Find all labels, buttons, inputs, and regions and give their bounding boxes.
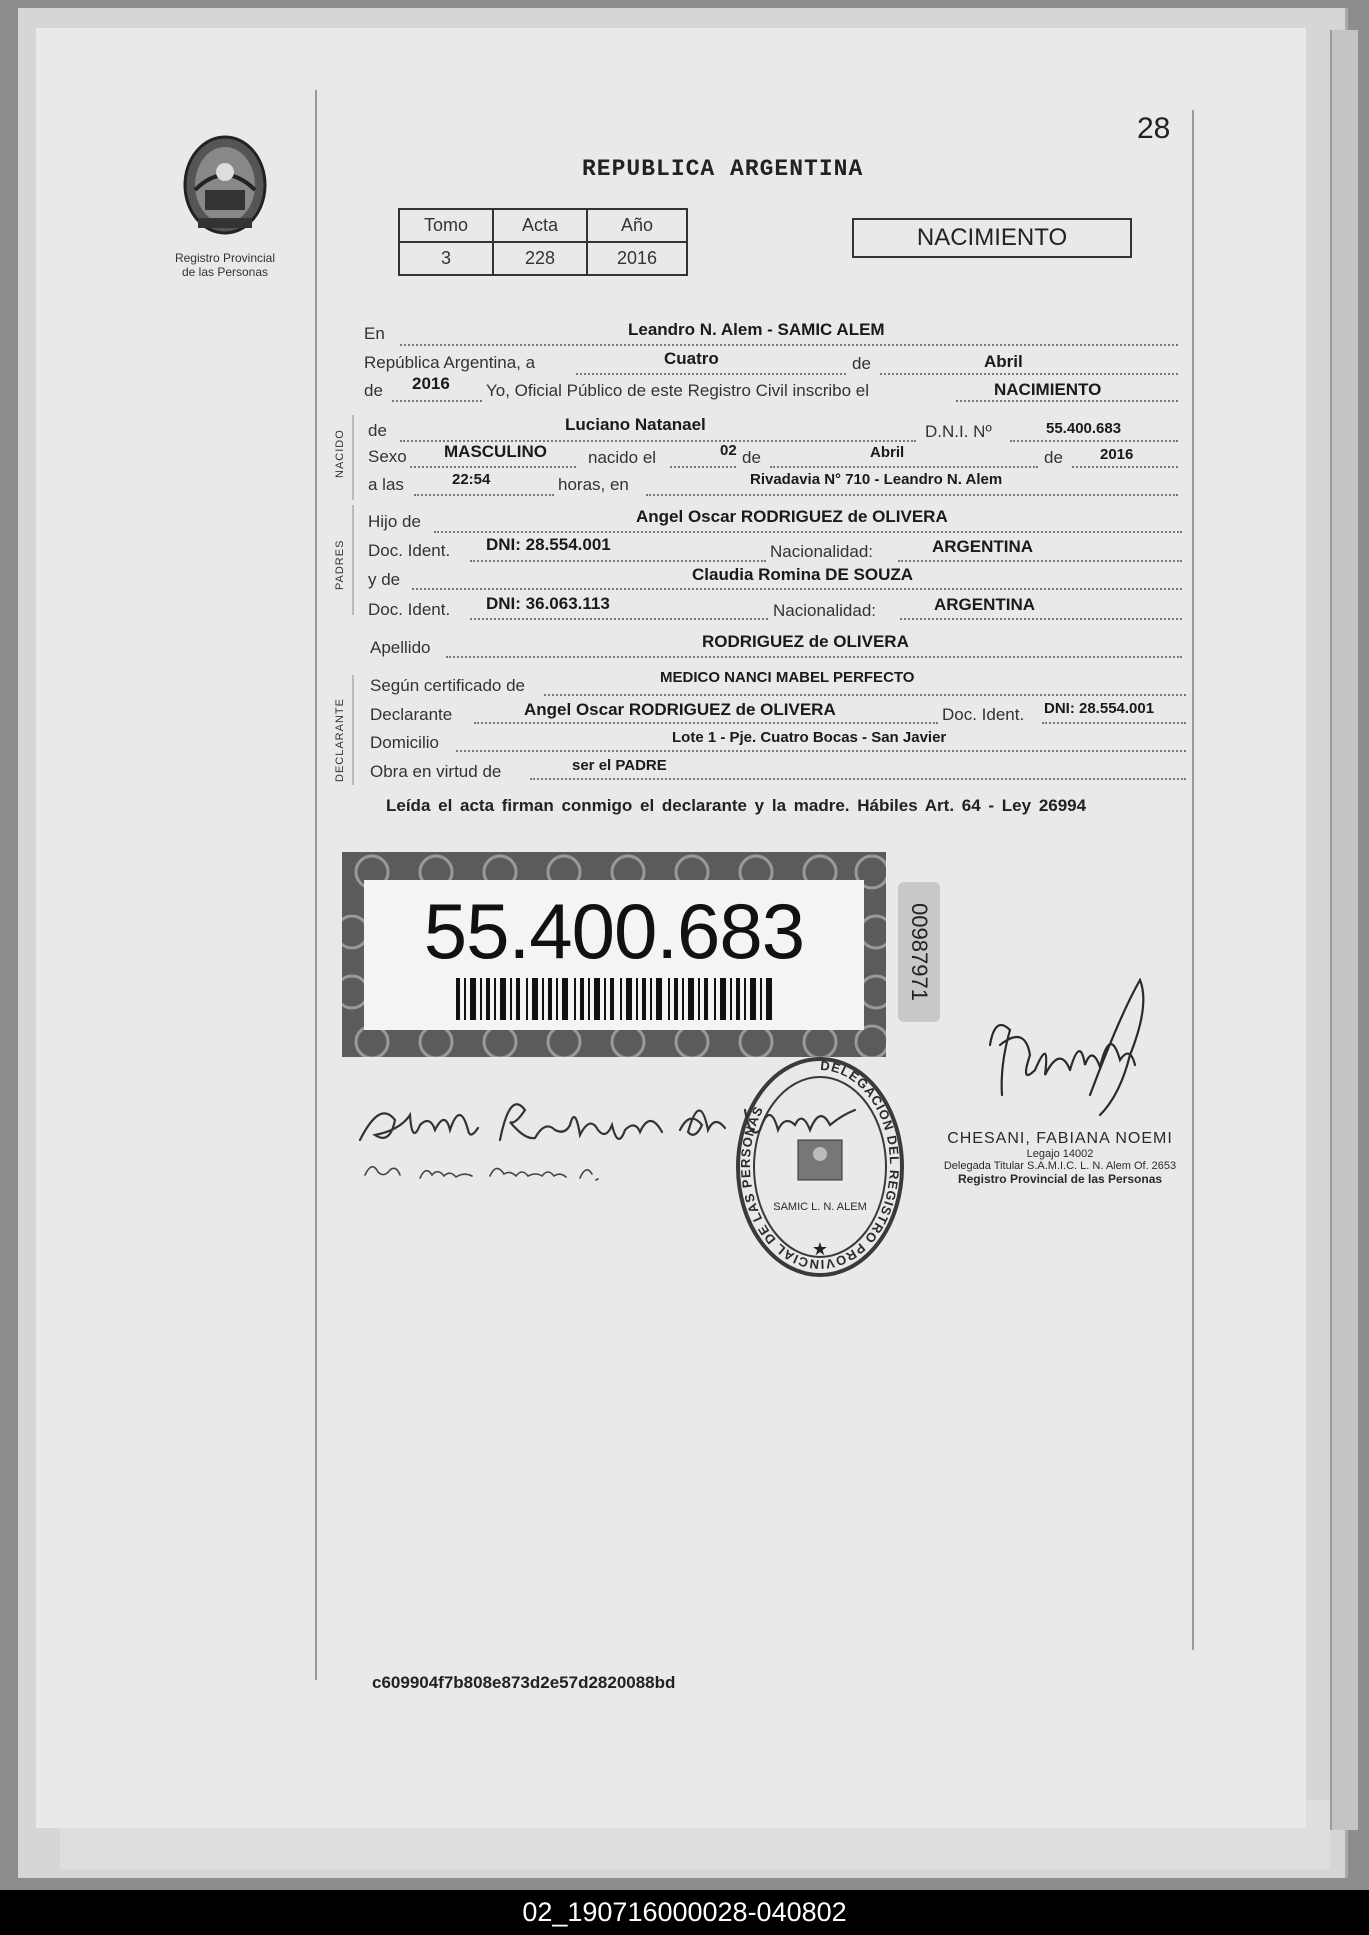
label-de: de: [852, 354, 871, 373]
label-nacido-el: nacido el: [588, 448, 657, 467]
province-seal-icon: [170, 130, 280, 240]
document-hash: c609904f7b808e873d2e57d2820088bd: [372, 1673, 676, 1692]
table-value-anio: 2016: [587, 242, 687, 275]
label-obra: Obra en virtud de: [370, 762, 502, 781]
dotted-line: [474, 722, 938, 724]
dotted-line: [898, 560, 1182, 562]
svg-text:★: ★: [811, 1239, 829, 1260]
value-sexo: MASCULINO: [444, 442, 547, 461]
official-role: Delegada Titular S.A.M.I.C. L. N. Alem Of. 2653: [943, 1160, 1177, 1172]
dotted-line: [456, 750, 1186, 752]
registry-logo: [160, 130, 290, 279]
section-label-nacido: NACIDO: [334, 429, 346, 478]
value-padre-nacionalidad: ARGENTINA: [932, 537, 1034, 556]
value-padre-doc: DNI: 28.554.001: [486, 535, 611, 554]
label-doc-ident-madre: Doc. Ident.: [368, 600, 451, 619]
official-name: CHESANI, FABIANA NOEMI: [947, 1130, 1173, 1147]
value-nac-dia: 02: [720, 442, 737, 459]
document-title: REPUBLICA ARGENTINA: [582, 156, 864, 182]
stamp-ring-text: DELEGACION DEL REGISTRO PROVINCIAL DE LAS PERSONAS: [737, 1057, 903, 1273]
label-sexo: Sexo: [368, 447, 407, 466]
dotted-line: [446, 656, 1182, 658]
record-type-box: NACIMIENTO: [852, 218, 1132, 258]
barcode-icon: [456, 978, 772, 1020]
value-declarante: Angel Oscar RODRIGUEZ de OLIVERA: [524, 700, 836, 719]
label-republica: República Argentina, a: [364, 353, 536, 372]
dotted-line: [414, 494, 554, 496]
value-tipo-inscripcion: NACIMIENTO: [994, 380, 1102, 399]
label-de-nac-anio: de: [1044, 448, 1063, 467]
dotted-line: [544, 694, 1186, 696]
label-hijo-de: Hijo de: [368, 512, 421, 531]
file-caption-bar: 02_190716000028-040802: [0, 1890, 1369, 1935]
table-header-anio: Año: [587, 209, 687, 242]
dotted-line: [880, 373, 1178, 375]
sticker-dni-number: 55.400.683: [423, 887, 805, 975]
label-declarante: Declarante: [370, 705, 453, 724]
value-domicilio: Lote 1 - Pje. Cuatro Bocas - San Javier: [672, 729, 947, 746]
value-madre-doc: DNI: 36.063.113: [486, 594, 610, 613]
value-nac-anio: 2016: [1100, 446, 1134, 463]
value-declarante-doc: DNI: 28.554.001: [1044, 700, 1155, 717]
sticker-label: [364, 880, 864, 1030]
table-value-acta: 228: [493, 242, 587, 275]
stacked-pages-edge: [1330, 30, 1358, 1830]
label-de-mes: de: [742, 448, 761, 467]
section-divider: [352, 675, 354, 785]
table-header-tomo: Tomo: [399, 209, 493, 242]
value-hora: 22:54: [452, 471, 491, 488]
section-label-padres: PADRES: [334, 539, 346, 590]
dotted-line: [530, 778, 1186, 780]
label-en: En: [364, 324, 385, 343]
label-certificado: Según certificado de: [370, 676, 525, 695]
label-doc-ident-declarante: Doc. Ident.: [942, 705, 1025, 724]
control-code-text: 00987971: [907, 903, 932, 1001]
label-doc-ident-padre: Doc. Ident.: [368, 541, 451, 560]
section-divider: [352, 505, 354, 615]
label-domicilio: Domicilio: [370, 733, 439, 752]
stamp-center-text: SAMIC L. N. ALEM: [773, 1201, 867, 1213]
label-de-nombre: de: [368, 421, 387, 440]
dotted-line: [1042, 722, 1186, 724]
value-dia: Cuatro: [664, 349, 719, 368]
dotted-line: [412, 588, 1182, 590]
dni-sticker: [342, 852, 886, 1057]
label-horas-en: horas, en: [558, 475, 629, 494]
section-label-declarante: DECLARANTE: [334, 698, 346, 782]
value-certificado: MEDICO NANCI MABEL PERFECTO: [660, 669, 915, 686]
official-office: Registro Provincial de las Personas: [957, 1172, 1163, 1186]
official-legajo: Legajo 14002: [1026, 1148, 1094, 1160]
dotted-line: [770, 466, 1038, 468]
label-dni: D.N.I. Nº: [925, 422, 992, 441]
label-y-de: y de: [368, 570, 401, 589]
label-apellido: Apellido: [370, 638, 431, 657]
dotted-line: [576, 373, 846, 375]
dotted-line: [400, 344, 1178, 346]
value-lugar-registro: Leandro N. Alem - SAMIC ALEM: [628, 320, 885, 339]
dotted-line: [1072, 466, 1178, 468]
dotted-line: [470, 560, 766, 562]
official-signature-block: [900, 1130, 1220, 1186]
value-mes: Abril: [984, 352, 1023, 371]
logo-caption-line1: Registro Provincial: [174, 251, 276, 265]
table-value-tomo: 3: [399, 242, 493, 275]
dotted-line: [1010, 440, 1178, 442]
value-padre: Angel Oscar RODRIGUEZ de OLIVERA: [636, 507, 948, 526]
dotted-line: [670, 466, 736, 468]
dotted-line: [410, 466, 576, 468]
dotted-line: [392, 400, 482, 402]
mother-signature-icon: [360, 1150, 640, 1190]
dotted-line: [470, 618, 768, 620]
table-header-acta: Acta: [493, 209, 587, 242]
value-obra: ser el PADRE: [572, 757, 667, 774]
dotted-line: [956, 400, 1178, 402]
value-apellido: RODRIGUEZ de OLIVERA: [702, 632, 909, 651]
label-a-las: a las: [368, 475, 404, 494]
label-de-anio: de: [364, 381, 383, 400]
logo-caption-line2: de las Personas: [181, 265, 269, 279]
official-signature-icon: [980, 975, 1160, 1135]
value-dni: 55.400.683: [1046, 420, 1122, 437]
value-nac-mes: Abril: [870, 444, 905, 461]
dotted-line: [900, 618, 1182, 620]
section-divider: [352, 415, 354, 500]
value-madre: Claudia Romina DE SOUZA: [692, 565, 914, 584]
dotted-line: [434, 531, 1182, 533]
register-table: [398, 208, 688, 276]
left-margin-line: [315, 90, 317, 1680]
label-nacionalidad-padre: Nacionalidad:: [770, 542, 874, 561]
label-nacionalidad-madre: Nacionalidad:: [773, 601, 877, 620]
value-lugar-nacimiento: Rivadavia N° 710 - Leandro N. Alem: [750, 471, 1003, 488]
control-code-label: [898, 882, 940, 1022]
value-nombre: Luciano Natanael: [565, 415, 706, 434]
page-number: 28: [1137, 112, 1171, 145]
label-oficial: Yo, Oficial Público de este Registro Civil inscribo el: [486, 381, 869, 400]
right-margin-line: [1192, 110, 1194, 1650]
value-madre-nacionalidad: ARGENTINA: [934, 595, 1036, 614]
dotted-line: [646, 494, 1178, 496]
value-anio: 2016: [412, 374, 450, 393]
closing-note: Leída el acta firman conmigo el declarante y la madre. Hábiles Art. 64 - Ley 26994: [386, 796, 1087, 815]
